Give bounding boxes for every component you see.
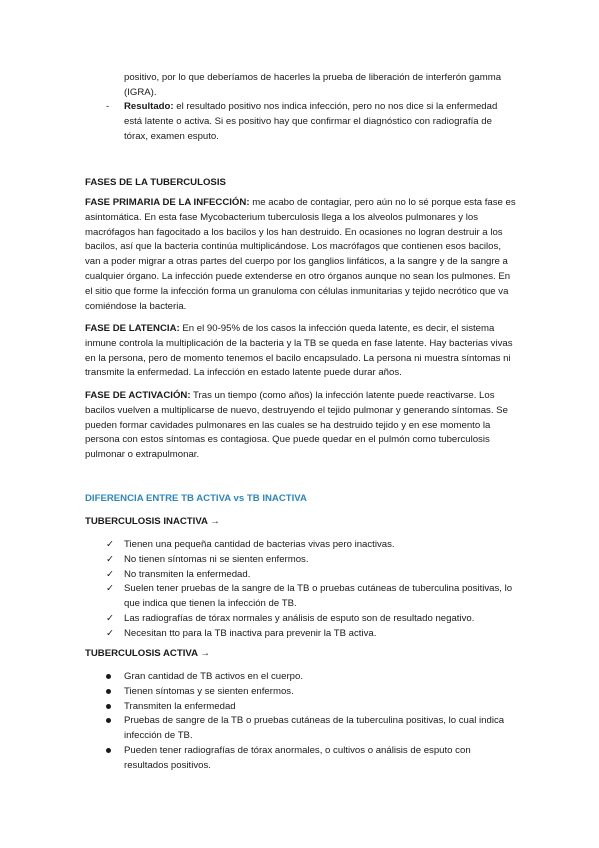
checkmark-icon: ✓ xyxy=(106,539,115,550)
activa-list-item xyxy=(106,744,516,774)
fase-latencia-text: En el 90-95% de los casos la infección queda latente, es decir, el sistema inmune controla la multiplicación de la bacteria y la TB se queda en fase latente. Hay bacterias vivas en la persona, pero de momento tenemos el bacilo encapsulado. La persona ni muestra síntomas ni transmite la enfermedad. La infección en estado latente puede durar años. xyxy=(85,323,513,379)
intro-text: positivo, por lo que deberíamos de hacerles la prueba de liberación de interferón gamma (IGRA). xyxy=(124,72,502,98)
inactiva-list-item xyxy=(106,538,516,553)
activa-list-item xyxy=(106,670,516,685)
list-item-text: Tienen una pequeña cantidad de bacterias vivas pero inactivas. xyxy=(124,539,395,550)
bullet-dot-icon xyxy=(106,685,111,700)
fase-activacion-paragraph xyxy=(85,389,516,463)
inactiva-list-item xyxy=(106,553,516,568)
list-item-text: Suelen tener pruebas de la sangre de la TB o pruebas cutáneas de tuberculina positivas, lo que indica que tienen la infección de TB. xyxy=(124,583,513,610)
fase-latencia-label: FASE DE LATENCIA: xyxy=(85,323,180,334)
fase-primaria-label: FASE PRIMARIA DE LA INFECCIÓN: xyxy=(85,197,250,208)
diferencia-heading: DIFERENCIA ENTRE TB ACTIVA vs TB INACTIVA xyxy=(85,493,307,504)
resultado-item xyxy=(106,100,516,144)
bullet-dot-icon xyxy=(106,744,111,759)
list-item-text: Pueden tener radiografías de tórax anormales, o cultivos o análisis de esputo con resultados positivos. xyxy=(124,744,471,771)
activa-list-item xyxy=(106,714,516,744)
inactiva-list-item xyxy=(106,582,516,612)
inactiva-list-item xyxy=(106,612,516,627)
inactiva-list-item xyxy=(106,627,516,642)
inactiva-list-item xyxy=(106,568,516,583)
fase-activacion-text: Tras un tiempo (como años) la infección latente puede reactivarse. Los bacilos vuelven a multiplicarse de nuevo, destruyendo el tejido pulmonar y generando síntomas. Se pueden formar cavidades pulmonares en las cuales se ha destruido tejido y en ese momento la persona con estos síntomas es contagiosa. Que puede quedar en el pulmón como tuberculosis pulmonar o extrapulmonar. xyxy=(85,390,508,461)
fase-primaria-paragraph xyxy=(85,196,516,314)
fase-latencia-paragraph xyxy=(85,322,516,381)
checkmark-icon: ✓ xyxy=(106,627,115,639)
fases-heading: FASES DE LA TUBERCULOSIS xyxy=(85,177,226,188)
inactiva-list xyxy=(106,538,516,642)
bullet-dot-icon xyxy=(106,700,111,715)
list-item-text: Pruebas de sangre de la TB o pruebas cutáneas de la tuberculina positivas, lo cual indica infección de TB. xyxy=(124,715,505,742)
fase-activacion-label: FASE DE ACTIVACIÓN: xyxy=(85,390,191,401)
activa-heading-text: TUBERCULOSIS ACTIVA xyxy=(85,648,198,659)
checkmark-icon: ✓ xyxy=(106,568,115,580)
resultado-label: Resultado: xyxy=(124,101,174,112)
fase-primaria-text: me acabo de contagiar, pero aún no lo sé porque esta fase es asintomática. En esta fase Mycobacterium tuberculosis llega a los alveolos pulmonares y los macrófagos han fagocitado a los bacilos y los han destruido. En ocasiones no logran destruir a los bacilos, así que la bacteria continúa multiplicándose. Los macrófagos que contienen esos bacilos, van a poder migrar a otras partes del cuerpo por los ganglios linfáticos, a la sangre y de la sangre a cualquier órgano. La infección puede extenderse en otro órganos aunque no sean los pulmones. En el sitio que forme la infección forma un granuloma con células inmunitarias y tejido necrótico que va comiéndose la bacteria. xyxy=(85,197,516,312)
resultado-text: el resultado positivo nos indica infección, pero no nos dice si la enfermedad está latente o activa. Si es positivo hay que confirmar el diagnóstico con radiografía de tórax, examen esputo. xyxy=(124,101,498,142)
inactiva-heading xyxy=(85,516,220,527)
bullet-dot-icon xyxy=(106,670,111,685)
activa-list xyxy=(106,670,516,774)
list-item-text: No tienen síntomas ni se sienten enfermos. xyxy=(124,553,309,565)
list-item-text: Tienen síntomas y se sienten enfermos. xyxy=(124,685,294,697)
checkmark-icon: ✓ xyxy=(106,583,115,595)
inactiva-heading-text: TUBERCULOSIS INACTIVA xyxy=(85,516,208,527)
list-item-text: No transmiten la enfermedad. xyxy=(124,568,251,580)
list-item-text: Transmiten la enfermedad xyxy=(124,700,236,712)
checkmark-icon: ✓ xyxy=(106,612,115,624)
activa-list-item xyxy=(106,700,516,715)
activa-list-item xyxy=(106,685,516,700)
arrow-right-icon: → xyxy=(210,516,220,527)
dash-bullet: - xyxy=(106,101,110,112)
checkmark-icon: ✓ xyxy=(106,553,115,565)
list-item-text: Las radiografías de tórax normales y análisis de esputo son de resultado negativo. xyxy=(124,612,475,624)
intro-paragraph xyxy=(124,71,516,101)
arrow-right-icon: → xyxy=(200,648,210,659)
bullet-dot-icon xyxy=(106,714,111,729)
activa-heading xyxy=(85,648,210,659)
list-item-text: Necesitan tto para la TB inactiva para prevenir la TB activa. xyxy=(124,627,377,639)
list-item-text: Gran cantidad de TB activos en el cuerpo. xyxy=(124,671,304,682)
